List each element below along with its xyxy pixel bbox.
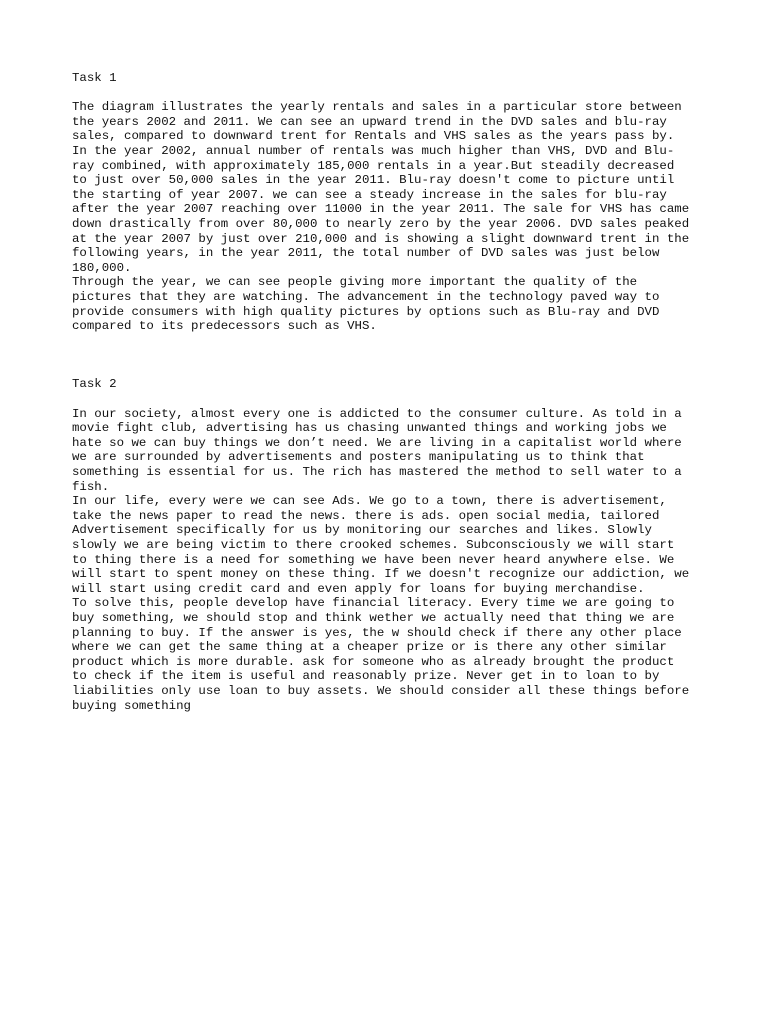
- spacer: [72, 86, 712, 101]
- task2-line: where we can get the same thing at a cheaper prize or is there any other similar: [72, 640, 667, 655]
- task2-body: [72, 407, 712, 713]
- task2-line: In our life, every were we can see Ads. We go to a town, there is advertisement,: [72, 494, 667, 509]
- task1-line: after the year 2007 reaching over 11000 in the year 2011. The sale for VHS has came: [72, 202, 690, 217]
- task2-line: Advertisement specifically for us by monitoring our searches and likes. Slowly: [72, 523, 652, 538]
- task2-line: fish.: [72, 479, 110, 494]
- spacer: [72, 334, 712, 378]
- task1-line: down drastically from over 80,000 to nearly zero by the year 2006. DVD sales peaked: [72, 216, 690, 231]
- task1-line: compared to its predecessors such as VHS.: [72, 319, 377, 334]
- task1-line: sales, compared to downward trent for Rentals and VHS sales as the years pass by.: [72, 129, 675, 144]
- task2-line: buy something, we should stop and think wether we actually need that thing we are: [72, 610, 675, 625]
- task2-line: hate so we can buy things we don’t need. We are living in a capitalist world where: [72, 435, 682, 450]
- task2-line: take the news paper to read the news. there is ads. open social media, tailored: [72, 508, 660, 523]
- task2-line: In our society, almost every one is addicted to the consumer culture. As told in a: [72, 406, 682, 421]
- task1-line: at the year 2007 by just over 210,000 and is showing a slight downward trent in the: [72, 231, 690, 246]
- task1-line: the years 2002 and 2011. We can see an upward trend in the DVD sales and blu-ray: [72, 114, 667, 129]
- task2-line: will start using credit card and even apply for loans for buying merchandise.: [72, 581, 645, 596]
- task1-line: provide consumers with high quality pictures by options such as Blu-ray and DVD: [72, 304, 660, 319]
- task2-line: planning to buy. If the answer is yes, the w should check if there any other place: [72, 625, 682, 640]
- task2-line: will start to spent money on these thing. If we doesn't recognize our addiction, we: [72, 567, 690, 582]
- task1-heading: Task 1: [72, 71, 117, 85]
- document-page: [72, 71, 712, 713]
- task2-line: to thing there is a need for something we have been never heard anywhere else. We: [72, 552, 675, 567]
- task2-line: product which is more durable. ask for someone who as already brought the product: [72, 654, 675, 669]
- task1-line: Through the year, we can see people giving more important the quality of the: [72, 275, 638, 290]
- task1-line: ray combined, with approximately 185,000 rentals in a year.But steadily decreased: [72, 158, 675, 173]
- task1-line: In the year 2002, annual number of rentals was much higher than VHS, DVD and Blu-: [72, 143, 675, 158]
- task2-line: To solve this, people develop have financial literacy. Every time we are going to: [72, 596, 675, 611]
- task2-line: movie fight club, advertising has us chasing unwanted things and working jobs we: [72, 421, 667, 436]
- task2-line: something is essential for us. The rich has mastered the method to sell water to a: [72, 465, 682, 480]
- task1-line: the starting of year 2007. we can see a steady increase in the sales for blu-ray: [72, 187, 667, 202]
- task1-line: to just over 50,000 sales in the year 2011. Blu-ray doesn't come to picture until: [72, 173, 675, 188]
- task2-heading: Task 2: [72, 377, 117, 392]
- task1-line: The diagram illustrates the yearly rentals and sales in a particular store between: [72, 100, 682, 115]
- task2-line: liabilities only use loan to buy assets. We should consider all these things before: [72, 683, 690, 698]
- task2-line: we are surrounded by advertisements and posters manipulating us to think that: [72, 450, 645, 465]
- task1-line: 180,000.: [72, 260, 132, 275]
- task1-line: pictures that they are watching. The advancement in the technology paved way to: [72, 289, 660, 304]
- task1-line: following years, in the year 2011, the total number of DVD sales was just below: [72, 246, 660, 261]
- task2-line: slowly we are being victim to there crooked schemes. Subconsciously we will start: [72, 538, 675, 553]
- task1-body: [72, 100, 712, 334]
- task2-line: buying something: [72, 698, 191, 713]
- spacer: [72, 392, 712, 407]
- task2-line: to check if the item is useful and reasonably prize. Never get in to loan to by: [72, 669, 660, 684]
